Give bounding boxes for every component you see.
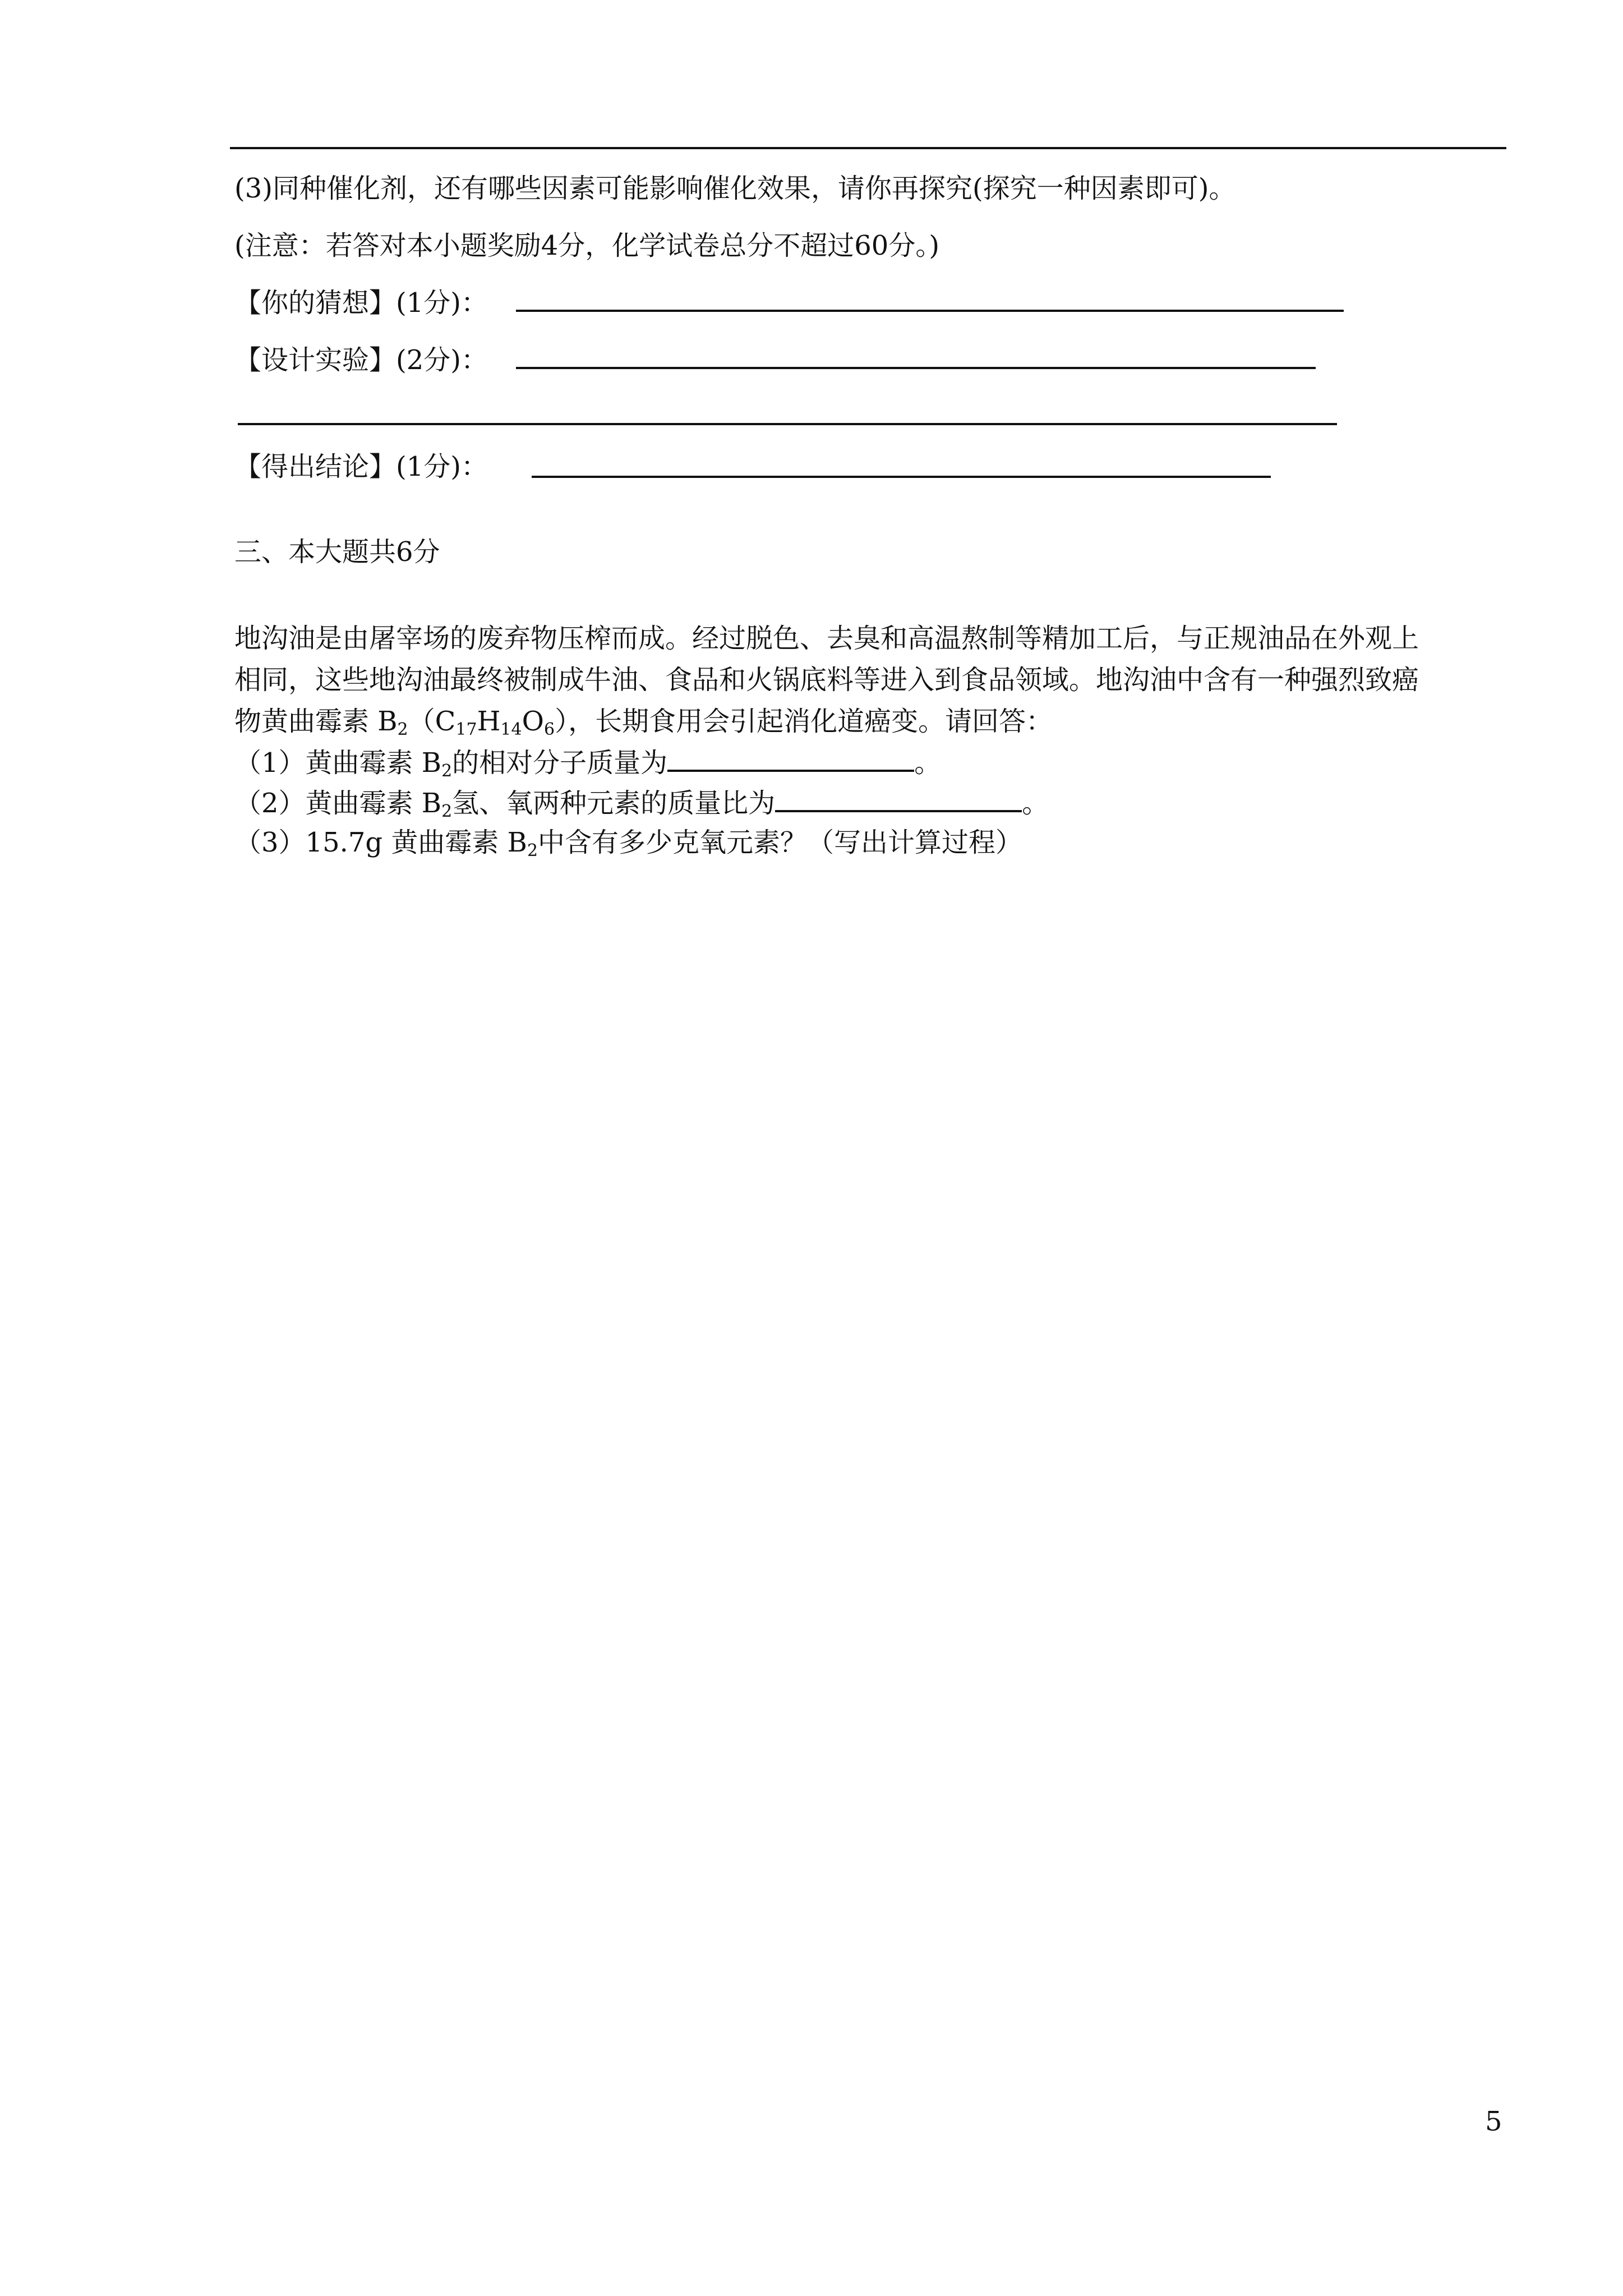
section-heading: 三、本大题共6分 [234, 536, 440, 568]
sub-question-1-text: 的相对分子质量为 [452, 747, 668, 779]
sub-question-2 [234, 785, 1049, 820]
conclusion-label: 【得出结论】(1分)： [234, 451, 488, 482]
design-answer-line-2[interactable] [238, 423, 1337, 425]
sub-question-1 [234, 745, 941, 780]
sub-question-2-text: 氢、氧两种元素的质量比为 [452, 788, 776, 819]
formula-text: （C [408, 706, 456, 737]
subscript: 2 [441, 802, 453, 821]
subscript: 17 [455, 720, 477, 739]
page-number: 5 [1485, 2106, 1502, 2137]
formula-text: H [477, 706, 501, 737]
answer-blank-2[interactable] [775, 785, 1022, 812]
period: 。 [1022, 788, 1049, 819]
paragraph-line-1: 地沟油是由屠宰场的废弃物压榨而成。经过脱色、去臭和高温熬制等精加工后，与正规油品在外观上 [234, 623, 1419, 654]
sub-question-1-text: （1）黄曲霉素 B [234, 747, 442, 779]
conclusion-answer-line[interactable] [532, 476, 1271, 478]
sub-question-3-text: （3）15.7g 黄曲霉素 B [234, 827, 527, 858]
subscript: 2 [527, 841, 538, 861]
sub-question-2-text: （2）黄曲霉素 B [234, 788, 442, 819]
subscript: 14 [500, 720, 522, 739]
subscript: 2 [397, 720, 408, 739]
period: 。 [914, 747, 942, 779]
design-label: 【设计实验】(2分)： [234, 344, 488, 376]
paragraph-line-3-text: ），长期食用会引起消化道癌变。请回答： [555, 706, 1053, 737]
q3-question: (3)同种催化剂，还有哪些因素可能影响催化效果，请你再探究(探究一种因素即可)。 [234, 173, 1236, 204]
design-answer-line-1[interactable] [516, 367, 1316, 369]
guess-label: 【你的猜想】(1分)： [234, 287, 488, 319]
paragraph-line-3-text: 物黄曲霉素 B [234, 706, 398, 737]
subscript: 2 [441, 761, 453, 781]
subscript: 6 [543, 720, 555, 739]
top-rule [230, 147, 1506, 149]
q3-note: (注意：若答对本小题奖励4分，化学试卷总分不超过60分。) [234, 230, 940, 261]
formula-text: O [522, 706, 544, 737]
sub-question-3 [234, 826, 1022, 859]
paragraph-line-2: 相同，这些地沟油最终被制成牛油、食品和火锅底料等进入到食品领域。地沟油中含有一种强烈致癌 [234, 664, 1419, 696]
sub-question-3-text: 中含有多少克氧元素？（写出计算过程） [538, 827, 1023, 858]
paragraph-line-3 [234, 705, 1053, 738]
answer-blank-1[interactable] [667, 745, 914, 772]
guess-answer-line[interactable] [516, 310, 1344, 312]
